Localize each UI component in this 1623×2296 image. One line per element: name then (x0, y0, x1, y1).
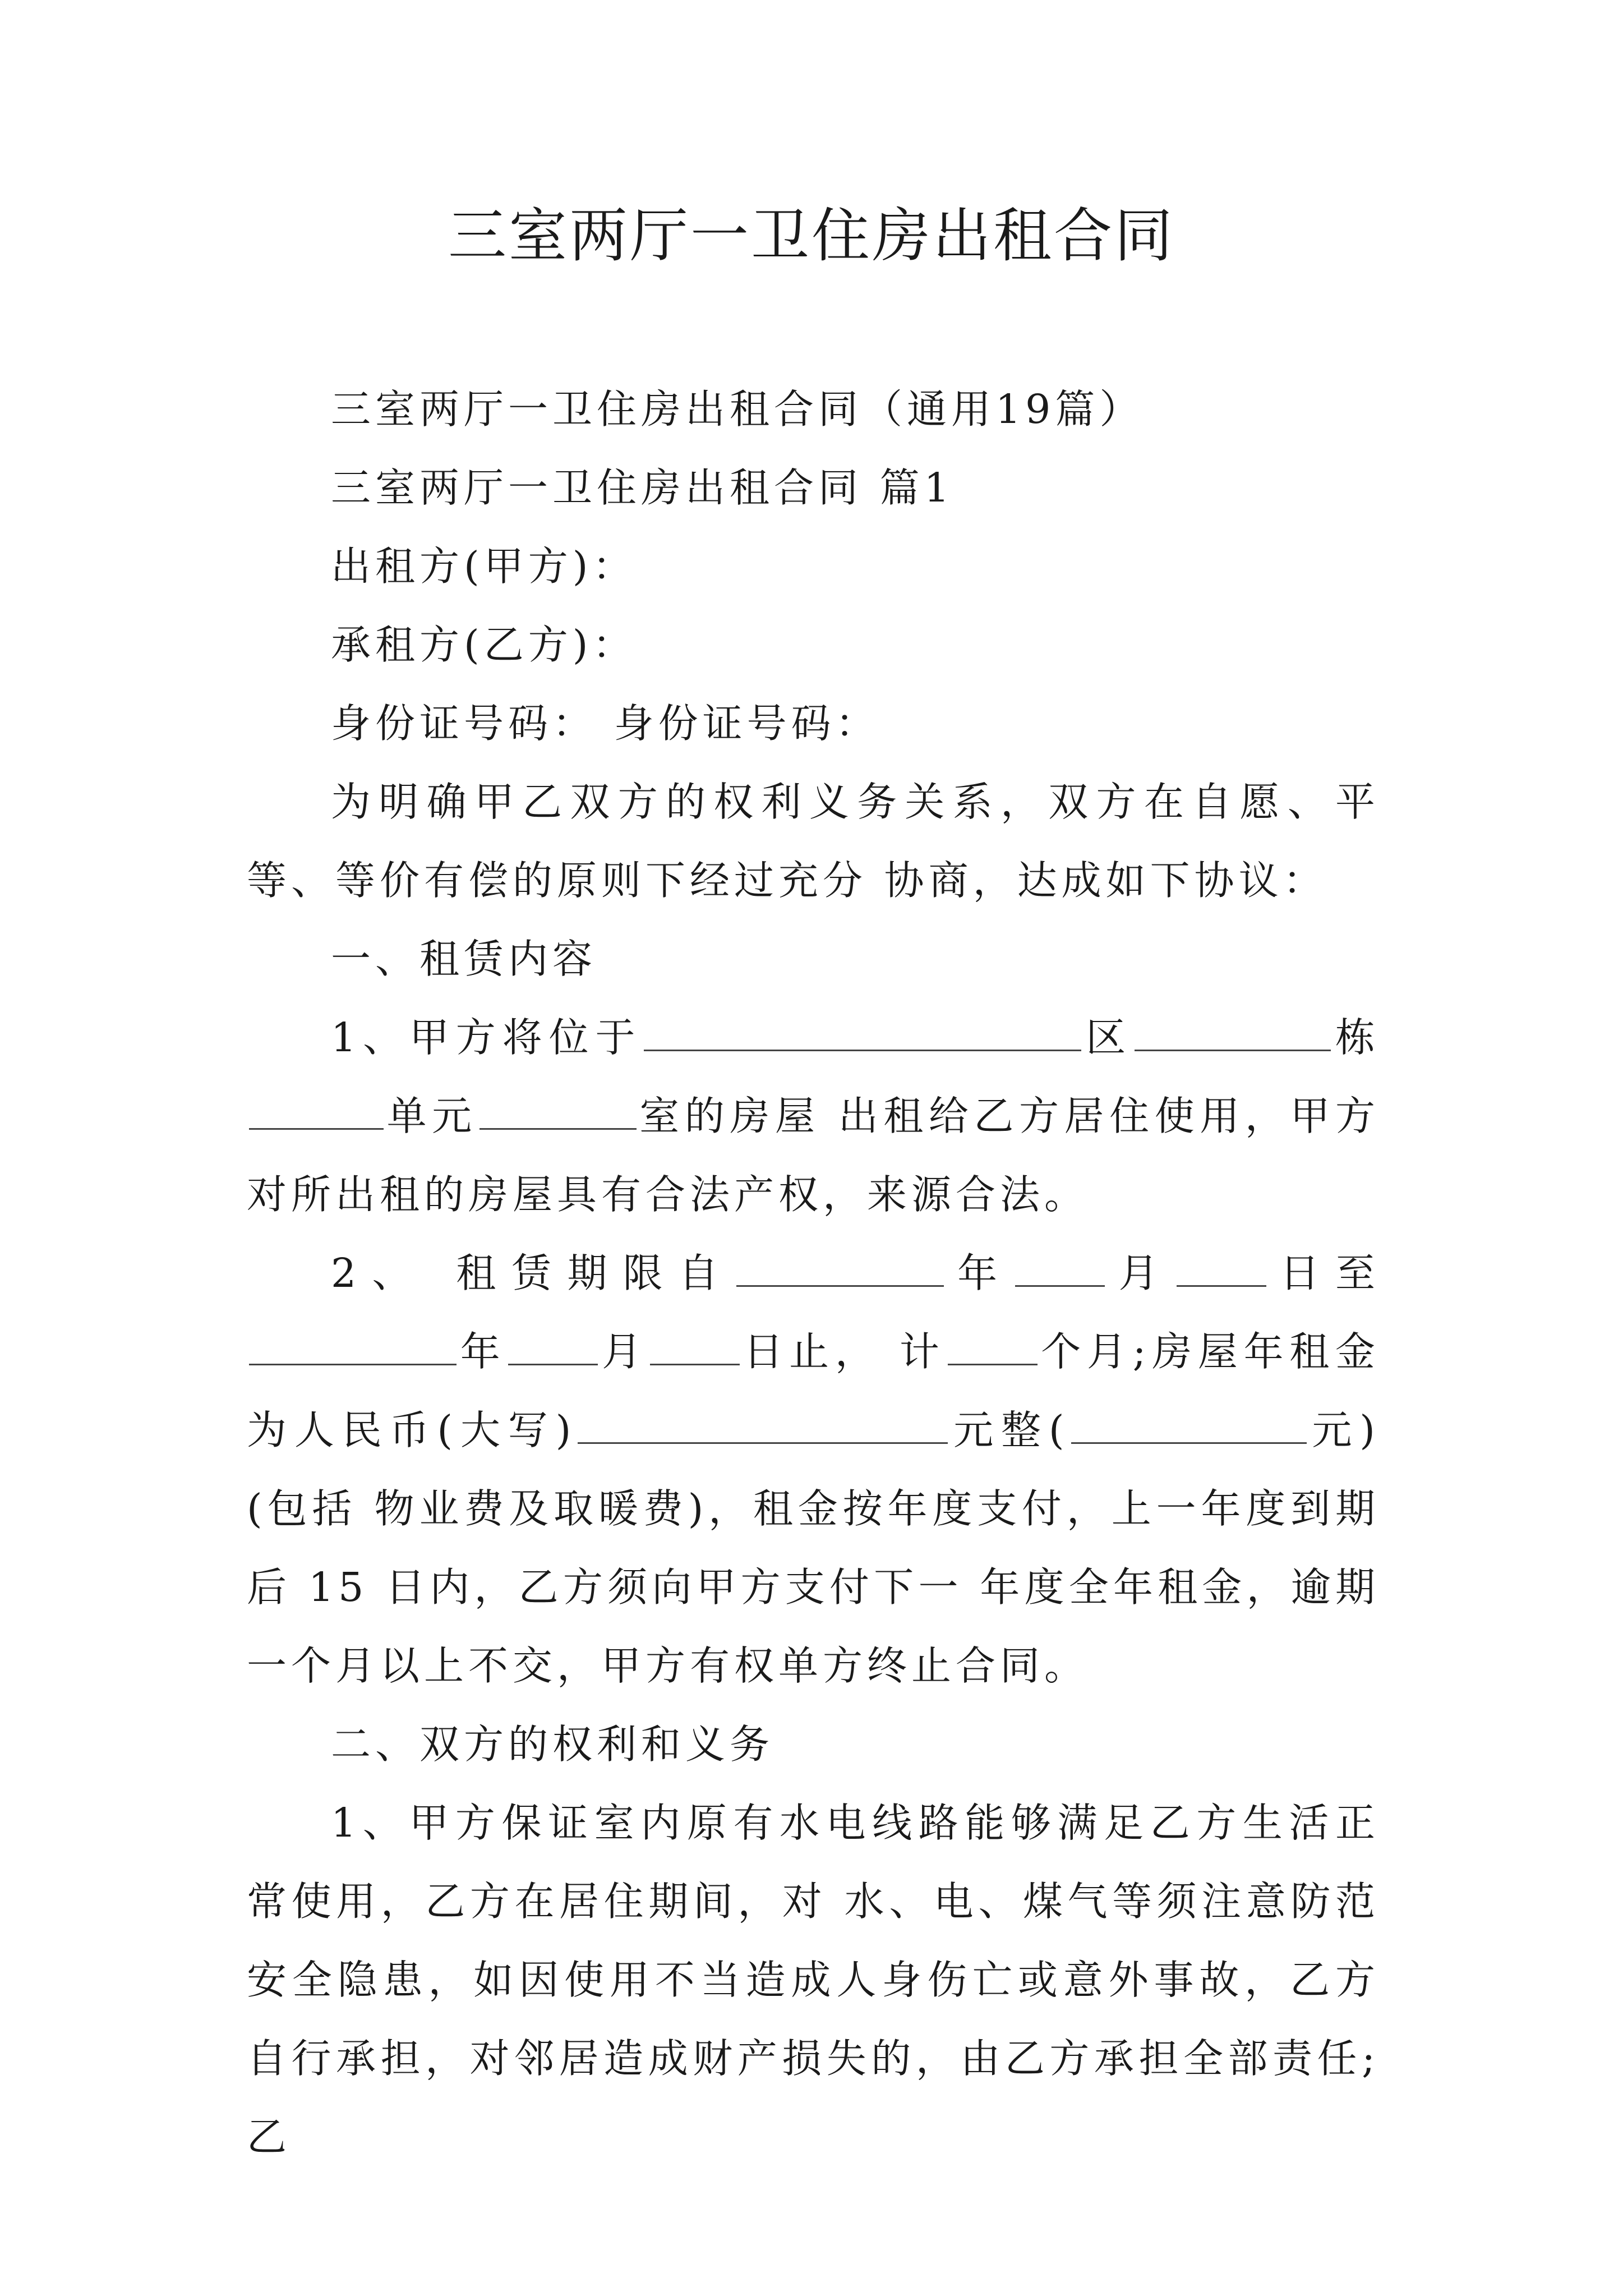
blank-unit (249, 1093, 384, 1130)
lessor-line: 出租方(甲方)： (331, 543, 637, 590)
clause-1-2-text-h: 个月;房屋年租金为人民币(大写) (247, 1328, 1380, 1453)
clause-1-2-text-g: 日止， 计 (741, 1328, 946, 1375)
id-number-line: 身份证号码： 身份证号码： (331, 700, 880, 747)
document-body (247, 370, 1380, 2177)
clause-1-2-text-a: 2、 租赁期限自 (331, 1250, 735, 1296)
clause-1-2 (247, 1234, 1380, 1705)
blank-address (644, 1015, 1081, 1051)
blank-months (948, 1329, 1038, 1365)
blank-rent-number (1071, 1407, 1307, 1444)
blank-start-year (736, 1250, 944, 1287)
blank-end-month (508, 1329, 598, 1365)
clause-1-1-text-a: 1、甲方将位于 (331, 1014, 642, 1061)
lessee-line: 承租方(乙方)： (331, 622, 637, 668)
clause-1-2-text-f: 月 (600, 1328, 648, 1375)
clause-1-2-text-b: 年 (946, 1250, 1013, 1296)
clause-1-2-text-d: 日至 (1268, 1250, 1380, 1296)
clause-1-1-text-e: 室的房屋 出租给乙方居住使用，甲方对所出租的房屋具有合法产权，来源合法。 (247, 1093, 1380, 1218)
blank-end-day (650, 1329, 740, 1365)
clause-1-2-text-i: 元整( (950, 1407, 1069, 1453)
clause-heading-2: 二、双方的权利和义务 (331, 1721, 774, 1768)
clause-1-1 (247, 999, 1380, 1234)
blank-end-year (249, 1329, 457, 1365)
blank-rent-words (578, 1407, 948, 1444)
clause-2-1: 1、甲方保证室内原有水电线路能够满足乙方生活正常使用，乙方在居住期间，对 水、电、煤气等须注意防范安全隐患，如因使用不当造成人身伤亡或意外事故，乙方自行承担，对邻居造成财产损失的，由乙方承担全部责任;乙 (247, 1800, 1380, 2160)
clause-1-2-text-e: 年 (459, 1328, 506, 1375)
clause-1-2-text-c: 月 (1107, 1250, 1174, 1296)
subtitle-line: 三室两厅一卫住房出租合同（通用19篇） (331, 386, 1144, 432)
clause-1-1-text-c: 栋 (1333, 1014, 1380, 1061)
clause-heading-1: 一、租赁内容 (331, 936, 597, 982)
blank-building (1135, 1015, 1331, 1051)
clause-1-1-text-b: 区 (1083, 1014, 1133, 1061)
clause-1-1-text-d: 单元 (386, 1093, 477, 1139)
blank-room (479, 1093, 637, 1130)
document-title: 三室两厅一卫住房出租合同 (448, 201, 1175, 270)
blank-start-month (1015, 1250, 1105, 1287)
section-heading-part1: 三室两厅一卫住房出租合同 篇1 (331, 464, 954, 511)
clause-1-2-text-j: 元)(包括 物业费及取暖费)，租金按年度支付，上一年度到期后 15 日内，乙方须向甲方支付下一 年度全年租金，逾期一个月以上不交，甲方有权单方终止合同。 (247, 1407, 1380, 1689)
blank-start-day (1177, 1250, 1266, 1287)
preamble-paragraph: 为明确甲乙双方的权利义务关系，双方在自愿、平等、等价有偿的原则下经过充分 协商，达成如下协议： (247, 779, 1380, 904)
